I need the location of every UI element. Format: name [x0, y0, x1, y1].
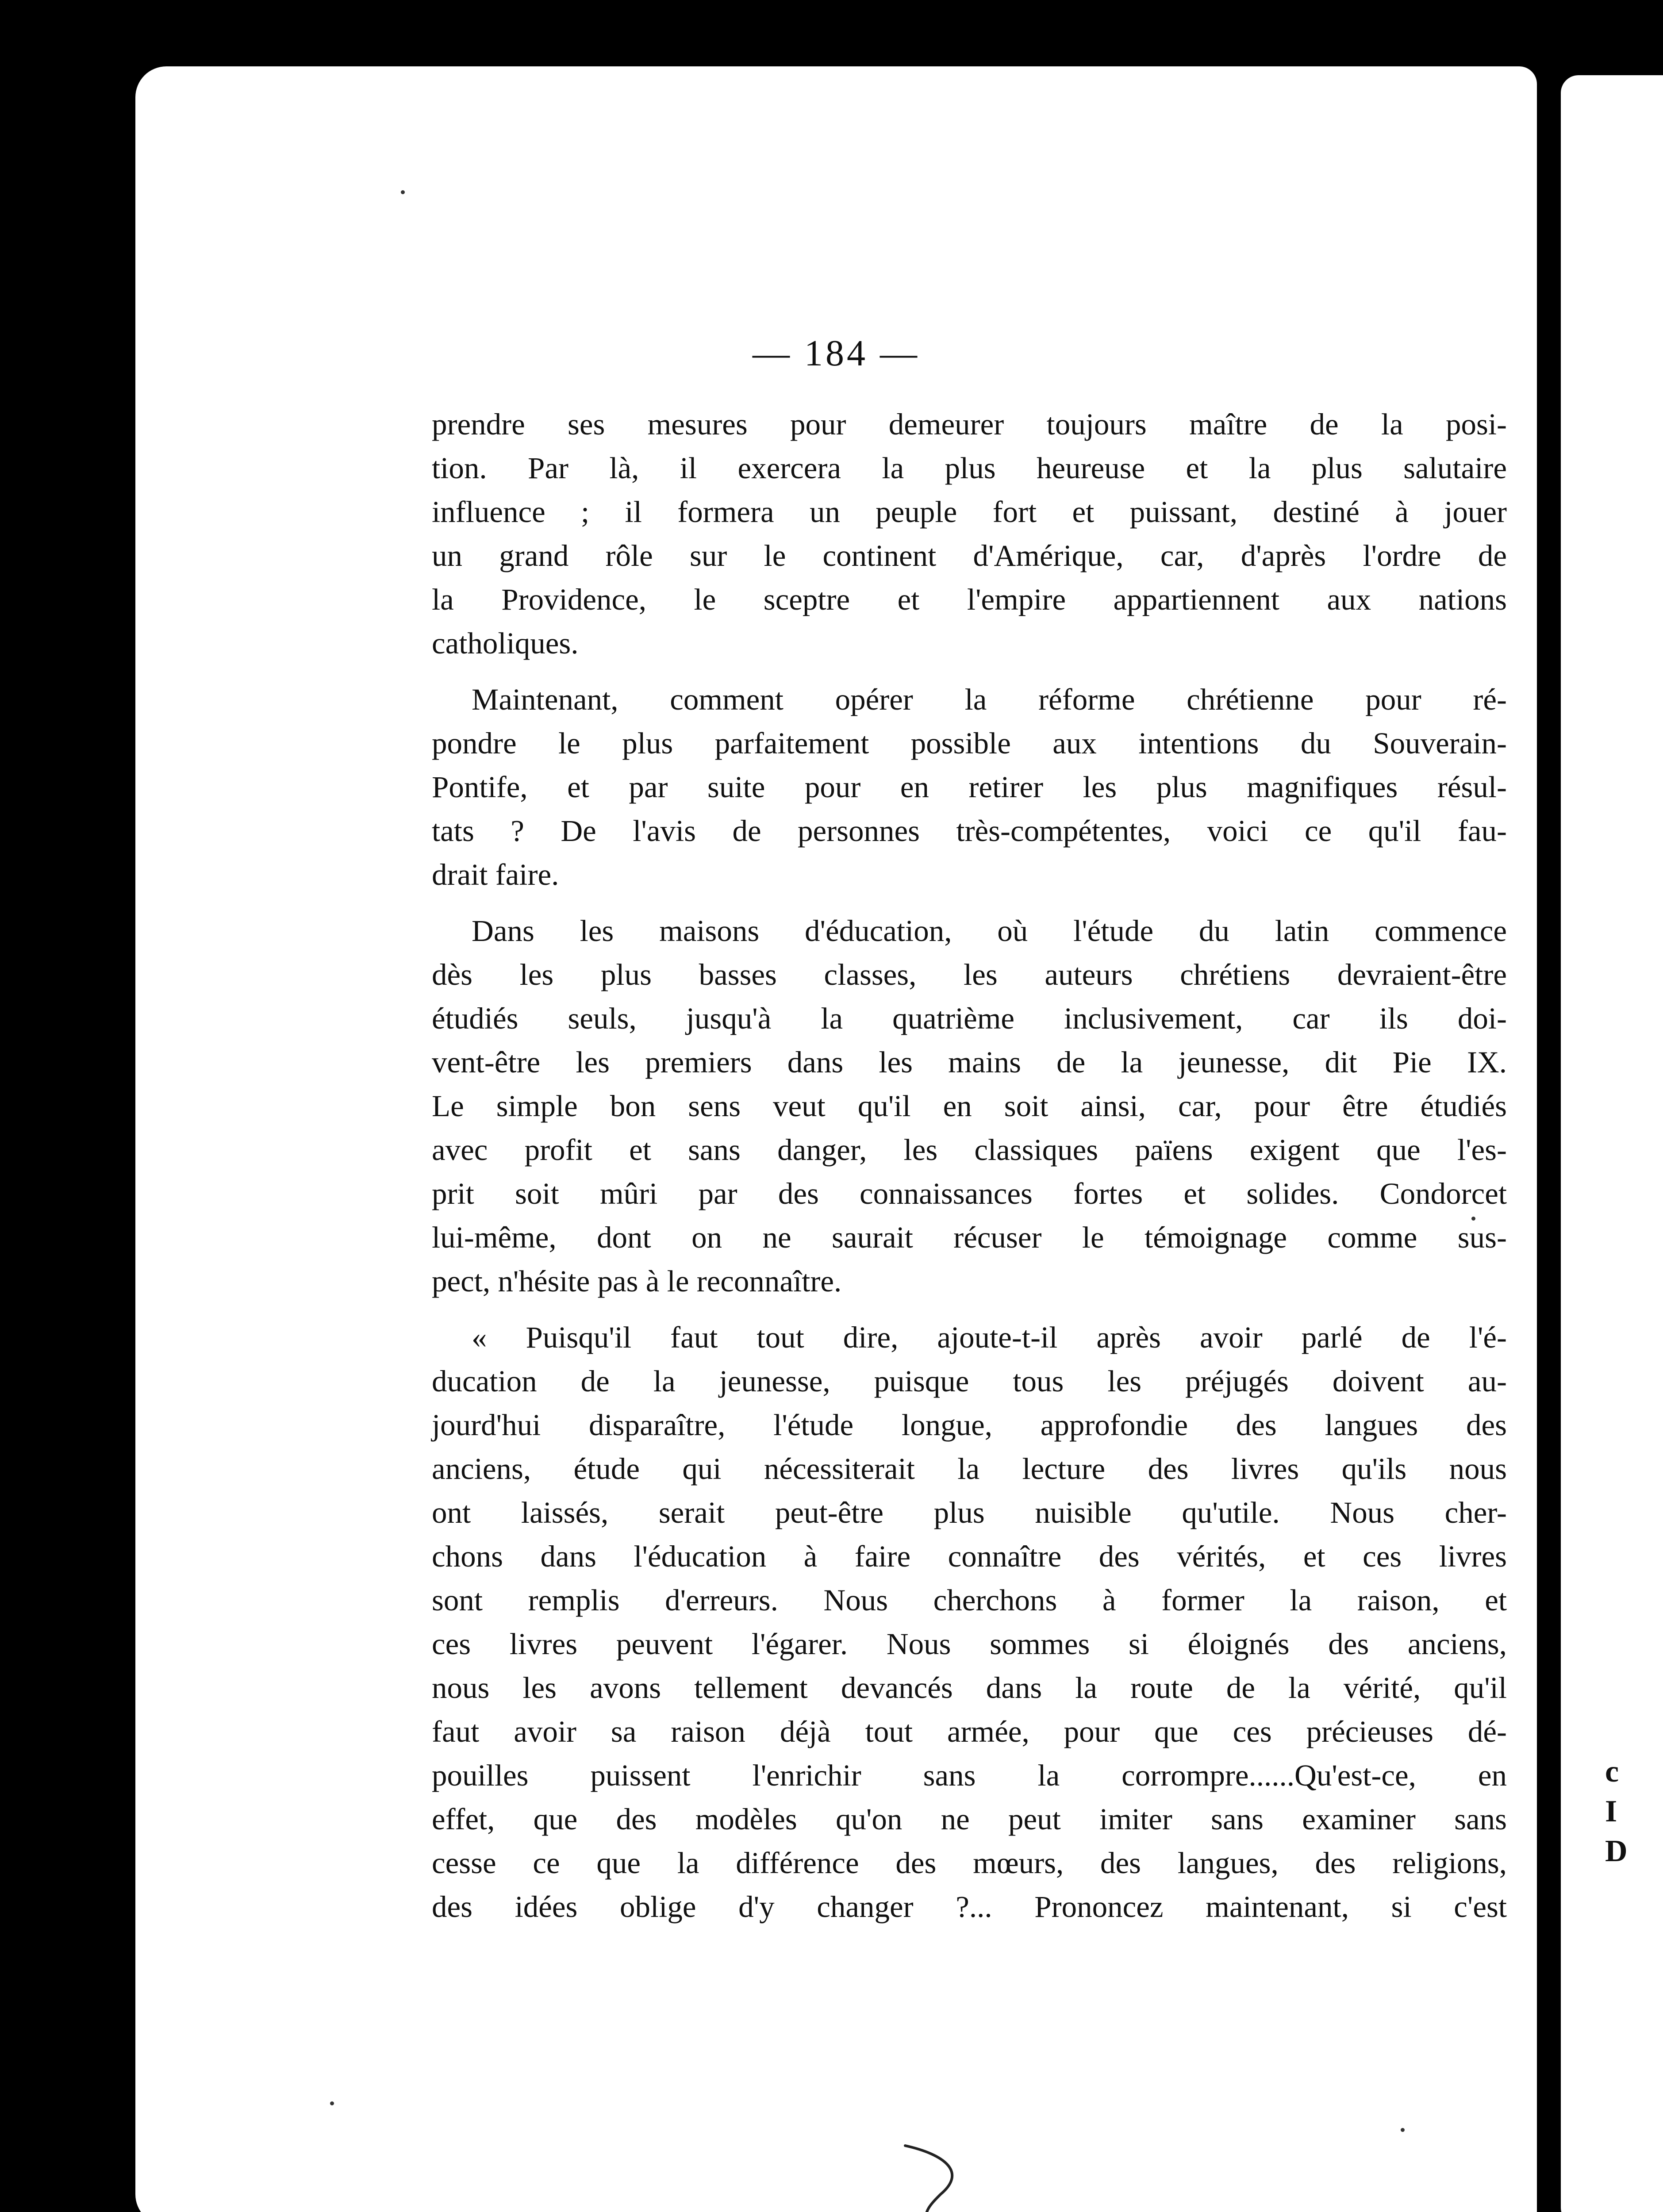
text-line: pouilles puissent l'enrichir sans la corrompre......Qu'est-ce, en: [432, 1759, 1507, 1792]
adjacent-page-letters: [1605, 1752, 1663, 1871]
text-line: prendre ses mesures pour demeurer toujours maître de la posi-: [432, 407, 1507, 441]
ink-speck: [401, 190, 405, 194]
text-line: anciens, étude qui nécessiterait la lecture des livres qu'ils nous: [432, 1452, 1507, 1486]
ink-speck: [330, 2101, 334, 2105]
text-line: « Puisqu'il faut tout dire, ajoute-t-il après avoir parlé de l'é-: [472, 1321, 1507, 1354]
text-line: drait faire.: [432, 858, 559, 891]
text-line: dès les plus basses classes, les auteurs chrétiens devraient-être: [432, 958, 1507, 991]
text-line: nous les avons tellement devancés dans la route de la vérité, qu'il: [432, 1671, 1507, 1705]
text-line: tion. Par là, il exercera la plus heureuse et la plus salutaire: [432, 451, 1507, 485]
edge-letter: c: [1605, 1755, 1619, 1789]
text-line: ont laissés, serait peut-être plus nuisible qu'utile. Nous cher-: [432, 1496, 1507, 1529]
text-line: faut avoir sa raison déjà tout armée, pour que ces précieuses dé-: [432, 1715, 1507, 1748]
text-line: Le simple bon sens veut qu'il en soit ainsi, car, pour être étudiés: [432, 1089, 1507, 1123]
text-line: Dans les maisons d'éducation, où l'étude du latin commence: [472, 914, 1507, 948]
text-line: vent-être les premiers dans les mains de la jeunesse, dit Pie IX.: [432, 1045, 1507, 1079]
text-line: pect, n'hésite pas à le reconnaître.: [432, 1264, 842, 1298]
ink-speck: [1401, 2128, 1405, 2132]
paragraph: [432, 909, 1507, 1303]
ink-mark: [896, 2137, 976, 2212]
body-text: [432, 403, 1507, 1929]
text-line: sont remplis d'erreurs. Nous cherchons à former la raison, et: [432, 1583, 1507, 1617]
text-line: Maintenant, comment opérer la réforme chrétienne pour ré-: [472, 683, 1507, 716]
book-page: [135, 66, 1537, 2212]
text-line: des idées oblige d'y changer ?... Prononcez maintenant, si c'est: [432, 1890, 1507, 1924]
paragraph-gap: [432, 665, 1507, 678]
text-line: ces livres peuvent l'égarer. Nous sommes si éloignés des anciens,: [432, 1627, 1507, 1661]
adjacent-page-edge: [1561, 75, 1663, 2212]
paragraph: [432, 678, 1507, 897]
text-line: cesse ce que la différence des mœurs, des langues, des religions,: [432, 1846, 1507, 1880]
edge-letter: I: [1605, 1794, 1617, 1828]
edge-letter: D: [1605, 1834, 1628, 1868]
text-line: avec profit et sans danger, les classiques païens exigent que l'es-: [432, 1133, 1507, 1167]
text-line: catholiques.: [432, 626, 579, 660]
text-line: tats ? De l'avis de personnes très-compétentes, voici ce qu'il fau-: [432, 814, 1507, 848]
paragraph-gap: [432, 897, 1507, 909]
text-line: pondre le plus parfaitement possible aux intentions du Souverain-: [432, 726, 1507, 760]
ink-speck: [1471, 1217, 1475, 1221]
text-line: effet, que des modèles qu'on ne peut imiter sans examiner sans: [432, 1802, 1507, 1836]
text-line: lui-même, dont on ne saurait récuser le témoignage comme sus-: [432, 1221, 1507, 1254]
text-line: prit soit mûri par des connaissances fortes et solides. Condorcet: [432, 1177, 1507, 1210]
text-line: étudiés seuls, jusqu'à la quatrième inclusivement, car ils doi-: [432, 1002, 1507, 1035]
text-line: la Providence, le sceptre et l'empire appartiennent aux nations: [432, 583, 1507, 616]
text-line: influence ; il formera un peuple fort et puissant, destiné à jouer: [432, 495, 1507, 529]
text-line: chons dans l'éducation à faire connaître des vérités, et ces livres: [432, 1540, 1507, 1573]
page-number: — 184 —: [753, 333, 920, 374]
text-line: un grand rôle sur le continent d'Amérique, car, d'après l'ordre de: [432, 539, 1507, 572]
paragraph-gap: [432, 1303, 1507, 1316]
text-line: Pontife, et par suite pour en retirer les plus magnifiques résul-: [432, 770, 1507, 804]
paragraph: [432, 1316, 1507, 1929]
text-line: ducation de la jeunesse, puisque tous les préjugés doivent au-: [432, 1364, 1507, 1398]
text-line: jourd'hui disparaître, l'étude longue, approfondie des langues des: [432, 1408, 1507, 1442]
paragraph: [432, 403, 1507, 665]
